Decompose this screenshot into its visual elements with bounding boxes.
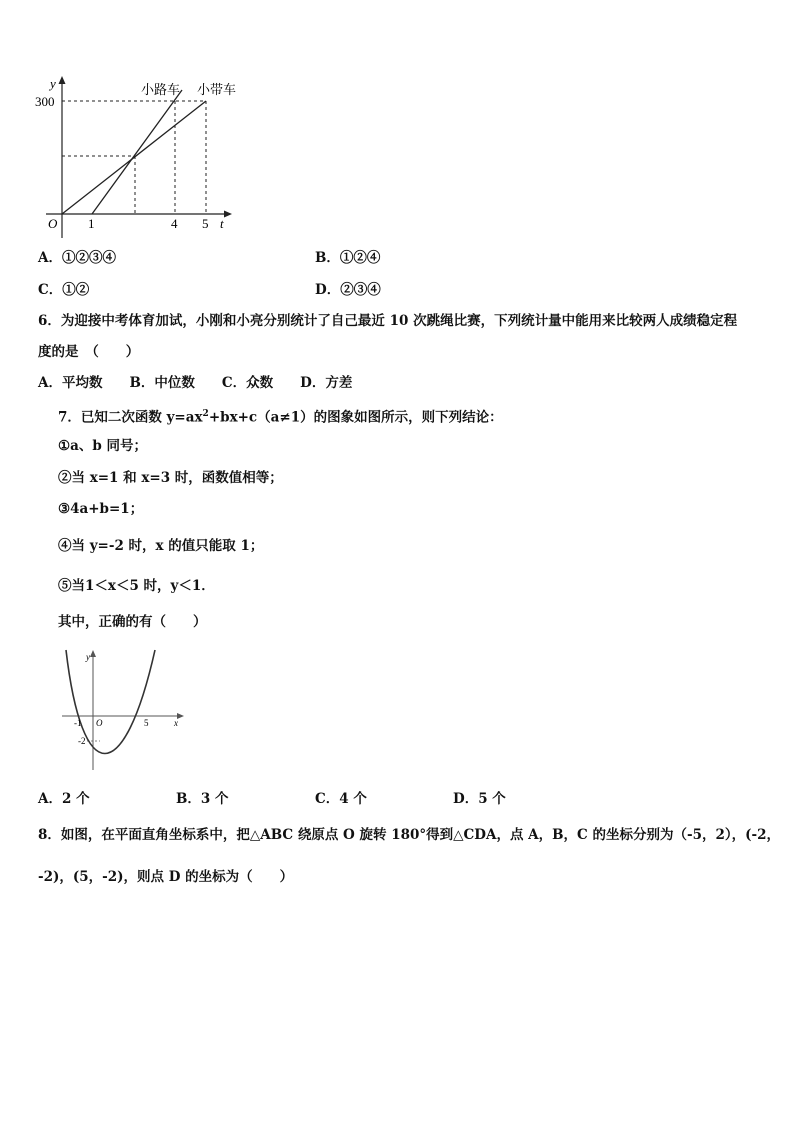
x-axis-arrow xyxy=(224,211,232,218)
q7-stem-exponent: 2 xyxy=(202,409,209,419)
q7-option-c[interactable]: C．4 个 xyxy=(315,791,367,807)
q7-statement-2: ②当 x=1 和 x=3 时，函数值相等； xyxy=(58,470,283,486)
q7-stem-part1: 7．已知二次函数 y=ax xyxy=(58,409,203,426)
origin-label: O xyxy=(96,718,103,728)
x-axis-label: x xyxy=(174,718,178,728)
distance-time-graph xyxy=(30,70,260,240)
q6-stem-line1: 6．为迎接中考体育加试，小刚和小亮分别统计了自己最近 10 次跳绳比赛，下列统计量中能用来比较两人成绩稳定程 xyxy=(38,313,738,329)
q6-options[interactable]: A．平均数 B．中位数 C．众数 D．方差 xyxy=(38,375,353,391)
line-xiaodaiche xyxy=(62,101,206,214)
y-axis-arrow xyxy=(90,650,96,657)
y-tick-300: 300 xyxy=(35,94,55,109)
q5-option-c[interactable]: C．①② xyxy=(38,282,90,298)
y-neg-label: -2 xyxy=(78,736,86,746)
q8-stem-line1: 8．如图，在平面直角坐标系中，把△ABC 绕原点 O 旋转 180°得到△CDA，点 A，B，C 的坐标分别为（-5，2），(-2， xyxy=(38,827,781,843)
q7-statement-1: ①a、b 同号； xyxy=(58,438,147,454)
origin-label: O xyxy=(48,216,58,231)
q6-stem-line2: 度的是 （ ） xyxy=(38,344,140,360)
y-axis-label: y xyxy=(50,76,56,91)
q5-option-b[interactable]: B．①②④ xyxy=(315,250,381,266)
q7-statement-4: ④当 y=-2 时，x 的值只能取 1； xyxy=(58,538,264,554)
x-tick-1: 1 xyxy=(88,216,95,231)
x-tick-4: 4 xyxy=(171,216,178,231)
q8-stem-line2: -2)，(5，-2)，则点 D 的坐标为（ ） xyxy=(38,869,294,885)
x-axis-arrow xyxy=(177,713,184,719)
q5-option-a[interactable]: A．①②③④ xyxy=(38,250,116,266)
x-tick-5: 5 xyxy=(202,216,209,231)
q7-question: 其中，正确的有（ ） xyxy=(58,614,207,630)
line-xiaoluche xyxy=(92,90,182,214)
label-xiaoluche: 小路车 xyxy=(141,82,181,97)
q7-statement-5: ⑤当1＜x＜5 时，y＜1． xyxy=(58,578,215,594)
label-xiaodaiche: 小带车 xyxy=(197,82,237,97)
y-axis-arrow xyxy=(59,76,66,84)
q7-stem xyxy=(58,405,503,427)
q5-option-d[interactable]: D．②③④ xyxy=(315,282,381,298)
q7-statement-3: ③4a+b=1； xyxy=(58,501,144,517)
q7-option-a[interactable]: A．2 个 xyxy=(38,791,90,807)
x-axis-label: t xyxy=(220,216,224,231)
q7-option-d[interactable]: D．5 个 xyxy=(453,791,506,807)
x-pos-label: 5 xyxy=(144,718,149,728)
parabola-graph xyxy=(60,648,190,772)
q7-stem-part2: +bx+c（a≠1）的图象如图所示，则下列结论： xyxy=(208,409,503,426)
y-axis-label: y xyxy=(86,652,90,662)
q7-option-b[interactable]: B．3 个 xyxy=(176,791,229,807)
x-neg-label: -1 xyxy=(74,718,82,728)
